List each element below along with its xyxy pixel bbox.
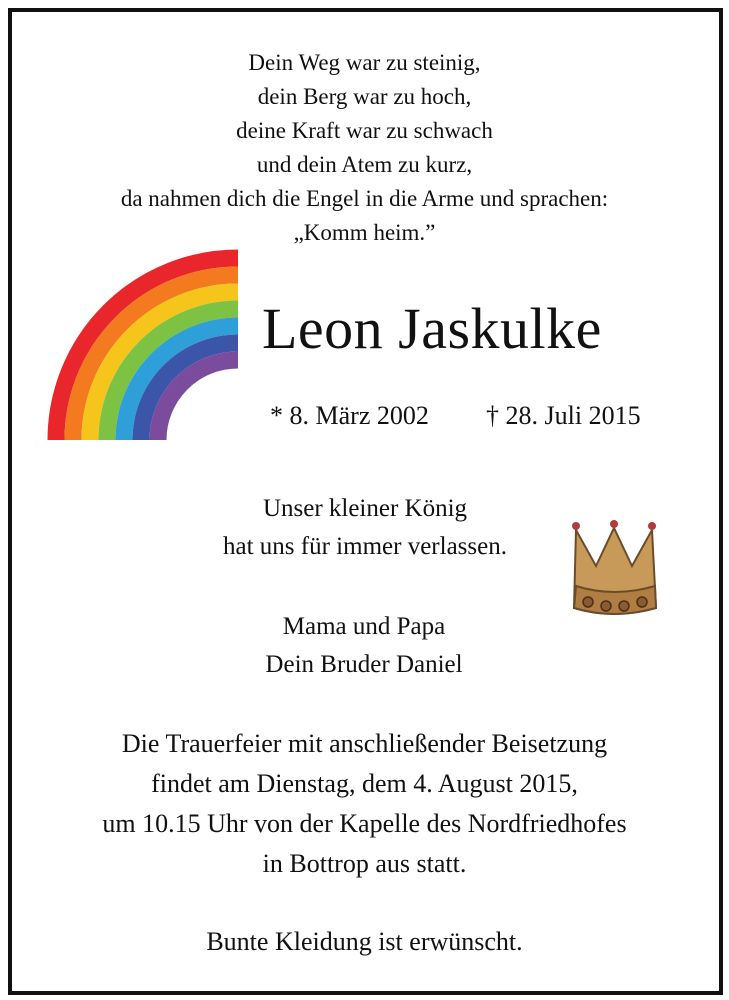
tribute-line: hat uns für immer verlassen.	[223, 533, 507, 560]
tribute	[196, 490, 534, 566]
rainbow-icon	[44, 244, 244, 444]
tribute-line: Unser kleiner König	[262, 495, 468, 522]
poem-line: „Komm heim.”	[293, 220, 436, 245]
poem-line: deine Kraft war zu schwach	[236, 118, 493, 143]
birth-date: * 8. März 2002	[270, 401, 429, 430]
service-line: um 10.15 Uhr von der Kapelle des Nordfriedhofes	[102, 809, 627, 838]
poem-line: dein Berg war zu hoch,	[257, 84, 472, 109]
crown-icon	[566, 516, 662, 622]
service-info	[0, 724, 729, 884]
poem-line: da nahmen dich die Engel in die Arme und sprachen:	[120, 186, 609, 211]
service-line: in Bottrop aus statt.	[262, 849, 467, 878]
service-line: Die Trauerfeier mit anschließender Beisetzung	[121, 729, 608, 758]
signer-line: Dein Bruder Daniel	[265, 651, 463, 678]
signer-line: Mama und Papa	[282, 613, 446, 640]
poem-line: und dein Atem zu kurz,	[256, 152, 473, 177]
poem	[0, 46, 729, 250]
death-date: † 28. Juli 2015	[486, 401, 641, 430]
deceased-name: Leon Jaskulke	[262, 296, 602, 361]
signers	[214, 608, 514, 684]
service-line: findet am Dienstag, dem 4. August 2015,	[151, 769, 578, 798]
closing-note: Bunte Kleidung ist erwünscht.	[206, 927, 523, 956]
poem-line: Dein Weg war zu steinig,	[248, 50, 481, 75]
